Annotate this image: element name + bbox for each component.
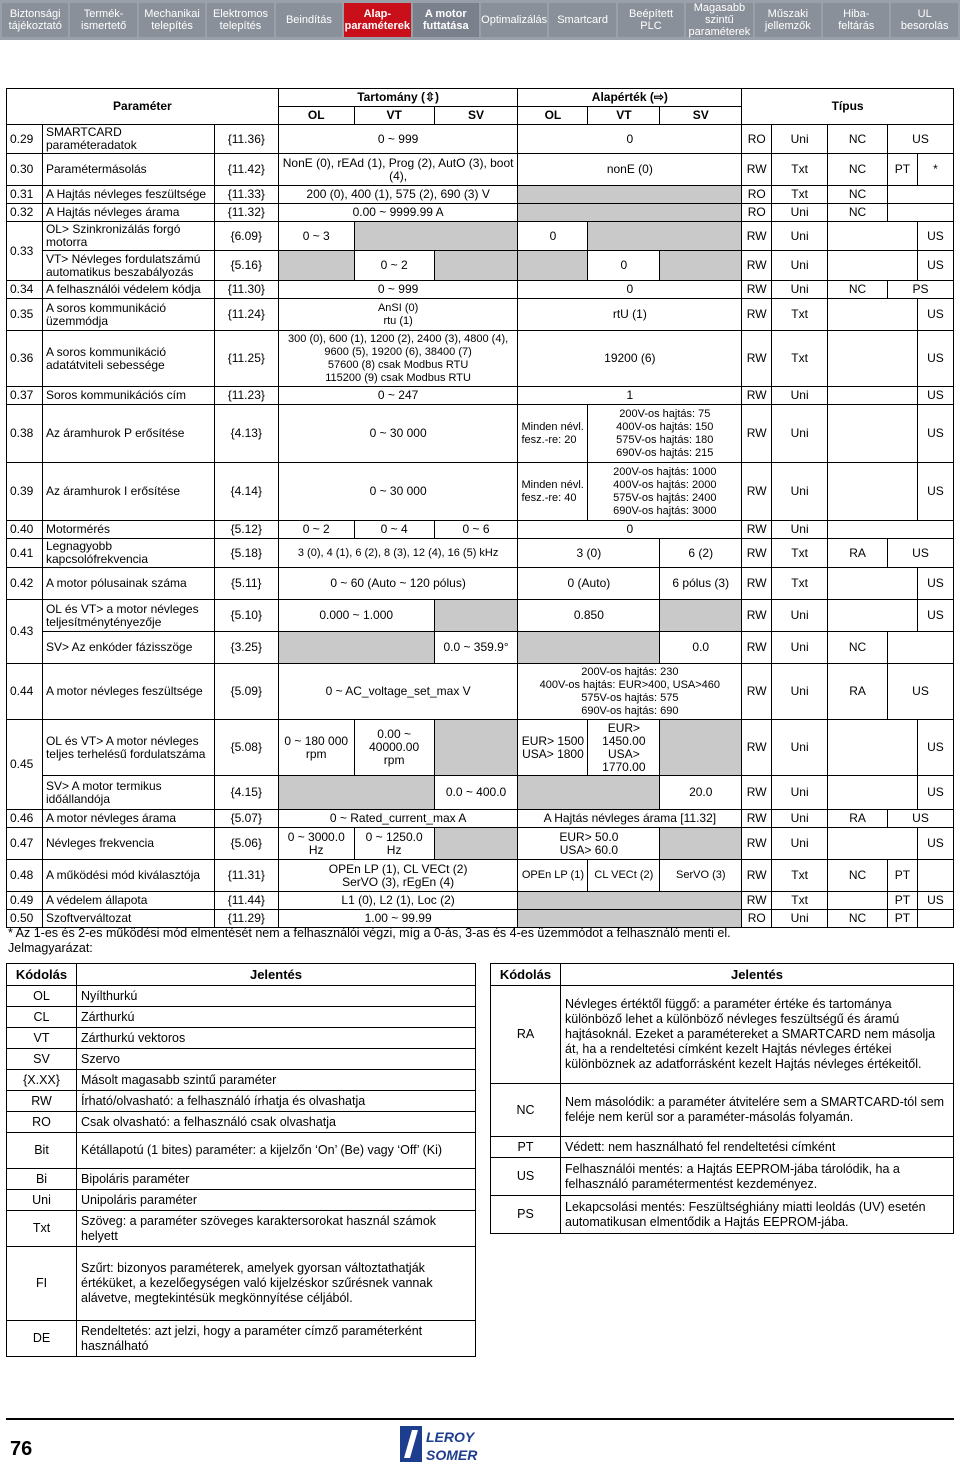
legend-code: Uni — [7, 1190, 77, 1211]
legend-meaning: Rendeltetés: azt jelzi, hogy a paraméter címző paraméterként használható — [77, 1321, 476, 1357]
legend-code: VT — [7, 1028, 77, 1049]
legend-code: {X.XX} — [7, 1070, 77, 1091]
nav-tab-0[interactable]: Biztonsági tájékoztató — [2, 3, 68, 37]
header-vt: VT — [588, 107, 660, 125]
table-row: SV> A motor termikus időállandója {4.15} 0.0 ~ 400.0 20.0 RW Uni US — [7, 776, 954, 810]
header-ol: OL — [278, 107, 354, 125]
legend-code: NC — [491, 1084, 561, 1137]
table-row: 0.46 A motor névleges árama {5.07} 0 ~ Rated_current_max A A Hajtás névleges árama [11.32] RW Uni RA US — [7, 810, 954, 828]
table-row: 0.29 SMARTCARD paraméteradatok {11.36} 0 ~ 999 0 RO Uni NC US — [7, 125, 954, 154]
legend-code: US — [491, 1158, 561, 1196]
legend-row — [491, 986, 954, 1084]
nav-tab-13[interactable]: UL besorolás — [891, 3, 957, 37]
legend-meaning: Zárthurkú — [77, 1007, 476, 1028]
legend-row — [7, 1247, 476, 1321]
nav-tab-8[interactable]: Smartcard — [549, 3, 615, 37]
legend-row — [491, 1158, 954, 1196]
legend-row — [491, 1196, 954, 1234]
legend-code: CL — [7, 1007, 77, 1028]
legend-code: RA — [491, 986, 561, 1084]
table-row: 0.43 OL és VT> a motor névleges teljesítménytényezője {5.10} 0.000 ~ 1.000 0.850 RW Uni US — [7, 600, 954, 632]
legend-row — [7, 1190, 476, 1211]
table-row: SV> Az enkóder fázisszöge {3.25} 0.0 ~ 359.9° 0.0 RW Uni NC — [7, 632, 954, 664]
header-vt: VT — [354, 107, 434, 125]
legend-meaning: Szervo — [77, 1049, 476, 1070]
table-row: 0.36 A soros kommunikáció adatátviteli sebessége {11.25} 300 (0), 600 (1), 1200 (2), 2400 (3), 4800 (4), 9600 (5), 19200 (6), 38400 (7) 57600 (8) csak Modbus RTU 115200 (9) csak Modbus RTU 19200 (6) RW Txt US — [7, 331, 954, 387]
leroy-somer-logo — [398, 1422, 502, 1466]
legend-row — [7, 1133, 476, 1169]
legend-meaning: Védett: nem használható fel rendeltetési címként — [561, 1137, 954, 1158]
legend-row — [7, 1028, 476, 1049]
svg-text:SOMER: SOMER — [426, 1447, 478, 1463]
legend-row — [7, 986, 476, 1007]
table-row: 0.31 A Hajtás névleges feszültsége {11.33} 200 (0), 400 (1), 575 (2), 690 (3) V RO Txt NC — [7, 186, 954, 204]
table-row: 0.32 A Hajtás névleges árama {11.32} 0.00 ~ 9999.99 A RO Uni NC — [7, 204, 954, 222]
footnote: * Az 1-es és 2-es működési mód elmentését nem a felhasználói végzi, míg a 0-ás, 3-as és 4-es üzemmódot a felhasználó menti el. Jelmagyarázat: — [8, 926, 731, 955]
legend-row — [7, 1321, 476, 1357]
nav-tab-1[interactable]: Termék- ismertető — [70, 3, 136, 37]
nav-tab-2[interactable]: Mechanikai telepítés — [139, 3, 205, 37]
nav-tab-9[interactable]: Beépített PLC — [618, 3, 684, 37]
nav-tab-4[interactable]: Beindítás — [276, 3, 342, 37]
table-row: 0.34 A felhasználói védelem kódja {11.30} 0 ~ 999 0 RW Uni NC PS — [7, 281, 954, 299]
page-number: 76 — [10, 1438, 33, 1460]
legend-code: Bi — [7, 1169, 77, 1190]
legend-code-header: Kódolás — [491, 964, 561, 986]
header-sv: SV — [660, 107, 742, 125]
header-ol: OL — [518, 107, 588, 125]
header-sv: SV — [434, 107, 518, 125]
legend-meaning: Szöveg: a paraméter szöveges karaktersorokat használ számok helyett — [77, 1211, 476, 1247]
nav-tab-7[interactable]: Optimalizálás — [481, 3, 547, 37]
table-row: 0.42 A motor pólusainak száma {5.11} 0 ~ 60 (Auto ~ 120 pólus) 0 (Auto) 6 pólus (3) RW Txt US — [7, 568, 954, 600]
parameter-table — [6, 88, 954, 928]
legend-row — [7, 1070, 476, 1091]
nav-tab-6[interactable]: A motor futtatása — [413, 3, 479, 37]
legend-row — [7, 1211, 476, 1247]
table-row: 0.48 A működési mód kiválasztója {11.31} OPEn LP (1), CL VECt (2) SerVO (3), rEgEn (4) OPEn LP (1) CL VECt (2) SerVO (3) RW Txt NC PT — [7, 860, 954, 892]
legend-row — [7, 1049, 476, 1070]
table-row: VT> Névleges fordulatszámú automatikus beszabályozás {5.16} 0 ~ 2 0 RW Uni US — [7, 251, 954, 281]
nav-tab-12[interactable]: Hiba- feltárás — [823, 3, 889, 37]
legend-meaning: Csak olvasható: a felhasználó csak olvashatja — [77, 1112, 476, 1133]
footer-divider — [6, 1418, 954, 1420]
legend-row — [491, 1084, 954, 1137]
table-row: 0.44 A motor névleges feszültsége {5.09} 0 ~ AC_voltage_set_max V 200V-os hajtás: 230 400V-os hajtás: EUR>400, USA>460 575V-os hajtás: 575 690V-os hajtás: 690 RW Uni RA US — [7, 664, 954, 720]
nav-tab-10[interactable]: Magasabb szintű paraméterek — [686, 3, 752, 37]
legend-table-right — [490, 963, 954, 1234]
nav-tab-5[interactable]: Alap- paraméterek — [344, 3, 410, 37]
legend-meaning: Zárthurkú vektoros — [77, 1028, 476, 1049]
legend-meaning: Kétállapotú (1 bites) paraméter: a kijelzőn ‘On’ (Be) vagy ‘Off’ (Ki) — [77, 1133, 476, 1169]
legend-code: PS — [491, 1196, 561, 1234]
nav-tab-3[interactable]: Elektromos telepítés — [207, 3, 273, 37]
table-row: 0.30 Paramétermásolás {11.42} NonE (0), rEAd (1), Prog (2), AutO (3), boot (4), nonE (0) RW Txt NC PT * — [7, 154, 954, 186]
legend-meaning: Felhasználói mentés: a Hajtás EEPROM-jába tárolódik, ha a felhasználó paramétermentést kezdeményez. — [561, 1158, 954, 1196]
table-row: 0.50 Szoftverváltozat {11.29} 1.00 ~ 99.99 RO Uni NC PT — [7, 910, 954, 928]
legend-meaning-header: Jelentés — [77, 964, 476, 986]
legend-code: OL — [7, 986, 77, 1007]
legend-meaning: Másolt magasabb szintű paraméter — [77, 1070, 476, 1091]
legend-meaning: Szűrt: bizonyos paraméterek, amelyek gyorsan változtathatják értéküket, a kezelőegységen való kijelzéskor szűrésnek vannak alávetve, megtekintésük megkönnyítése céljából. — [77, 1247, 476, 1321]
legend-row — [7, 1007, 476, 1028]
legend-meaning-header: Jelentés — [561, 964, 954, 986]
legend-code: RW — [7, 1091, 77, 1112]
header-type: Típus — [742, 89, 954, 125]
table-row: 0.49 A védelem állapota {11.44} L1 (0), L2 (1), Loc (2) RW Txt PT US — [7, 892, 954, 910]
header-param: Paraméter — [7, 89, 279, 125]
legend-code: PT — [491, 1137, 561, 1158]
table-row: 0.38 Az áramhurok P erősítése {4.13} 0 ~ 30 000 Minden névl. fesz.-re: 20 200V-os hajtás: 75 400V-os hajtás: 150 575V-os hajtás: 180 690V-os hajtás: 215 RW Uni US — [7, 405, 954, 463]
table-row: 0.40 Motormérés {5.12} 0 ~ 2 0 ~ 4 0 ~ 6 0 RW Uni — [7, 521, 954, 539]
svg-text:LEROY: LEROY — [426, 1429, 475, 1445]
legend-row — [7, 1169, 476, 1190]
legend-row — [491, 1137, 954, 1158]
table-row: 0.33 OL> Szinkronizálás forgó motorra {6.09} 0 ~ 3 0 RW Uni US — [7, 222, 954, 251]
legend-code: FI — [7, 1247, 77, 1321]
legend-meaning: Írható/olvasható: a felhasználó írhatja és olvashatja — [77, 1091, 476, 1112]
legend-code: DE — [7, 1321, 77, 1357]
legend-meaning: Névleges értéktől függő: a paraméter értéke és tartománya különböző lehet a különböző névleges feszültségű és áramú hajtásoknál. Ezeket a paramétereket a SMARTCARD nem másolja át, ha a rendeltetési címként kezelt Hajtás névleges értékei különböznek az adatforrásként kezelt Hajtás névleges értékeitől. — [561, 986, 954, 1084]
legend-meaning: Nyílthurkú — [77, 986, 476, 1007]
legend-code: Txt — [7, 1211, 77, 1247]
table-row: 0.47 Névleges frekvencia {5.06} 0 ~ 3000.0 Hz 0 ~ 1250.0 Hz EUR> 50.0 USA> 60.0 RW Uni US — [7, 828, 954, 860]
header-range: Tartomány (⇳) — [278, 89, 518, 107]
legend-table-left — [6, 963, 476, 1357]
table-row: 0.45 OL és VT> A motor névleges teljes terhelésű fordulatszáma {5.08} 0 ~ 180 000 rpm 0.00 ~ 40000.00 rpm EUR> 1500 USA> 1800 EUR> 1450.00 USA> 1770.00 RW Uni US — [7, 720, 954, 776]
table-row: 0.37 Soros kommunikációs cím {11.23} 0 ~ 247 1 RW Uni US — [7, 387, 954, 405]
legend-code: Bit — [7, 1133, 77, 1169]
legend-code: SV — [7, 1049, 77, 1070]
legend-row — [7, 1091, 476, 1112]
legend-meaning: Nem másolódik: a paraméter átvitelére sem a SMARTCARD-tól sem feléje nem kerül sor a paraméter-másolás folyamán. — [561, 1084, 954, 1137]
table-row: 0.41 Legnagyobb kapcsolófrekvencia {5.18} 3 (0), 4 (1), 6 (2), 8 (3), 12 (4), 16 (5) kHz 3 (0) 6 (2) RW Txt RA US — [7, 539, 954, 568]
table-row: 0.35 A soros kommunikáció üzemmódja {11.24} AnSI (0) rtu (1) rtU (1) RW Txt US — [7, 299, 954, 331]
table-row: 0.39 Az áramhurok I erősítése {4.14} 0 ~ 30 000 Minden névl. fesz.-re: 40 200V-os hajtás: 1000 400V-os hajtás: 2000 575V-os hajtás: 2400 690V-os hajtás: 3000 RW Uni US — [7, 463, 954, 521]
legend-meaning: Lekapcsolási mentés: Feszültséghiány miatti leoldás (UV) esetén automatikusan elmentődik a Hajtás EEPROM-jába. — [561, 1196, 954, 1234]
nav-tab-11[interactable]: Műszaki jellemzők — [755, 3, 821, 37]
legend-code-header: Kódolás — [7, 964, 77, 986]
header-default: Alapérték (⇨) — [518, 89, 742, 107]
legend-meaning: Unipoláris paraméter — [77, 1190, 476, 1211]
legend-meaning: Bipoláris paraméter — [77, 1169, 476, 1190]
legend-code: RO — [7, 1112, 77, 1133]
legend-row — [7, 1112, 476, 1133]
top-navigation — [0, 0, 960, 40]
